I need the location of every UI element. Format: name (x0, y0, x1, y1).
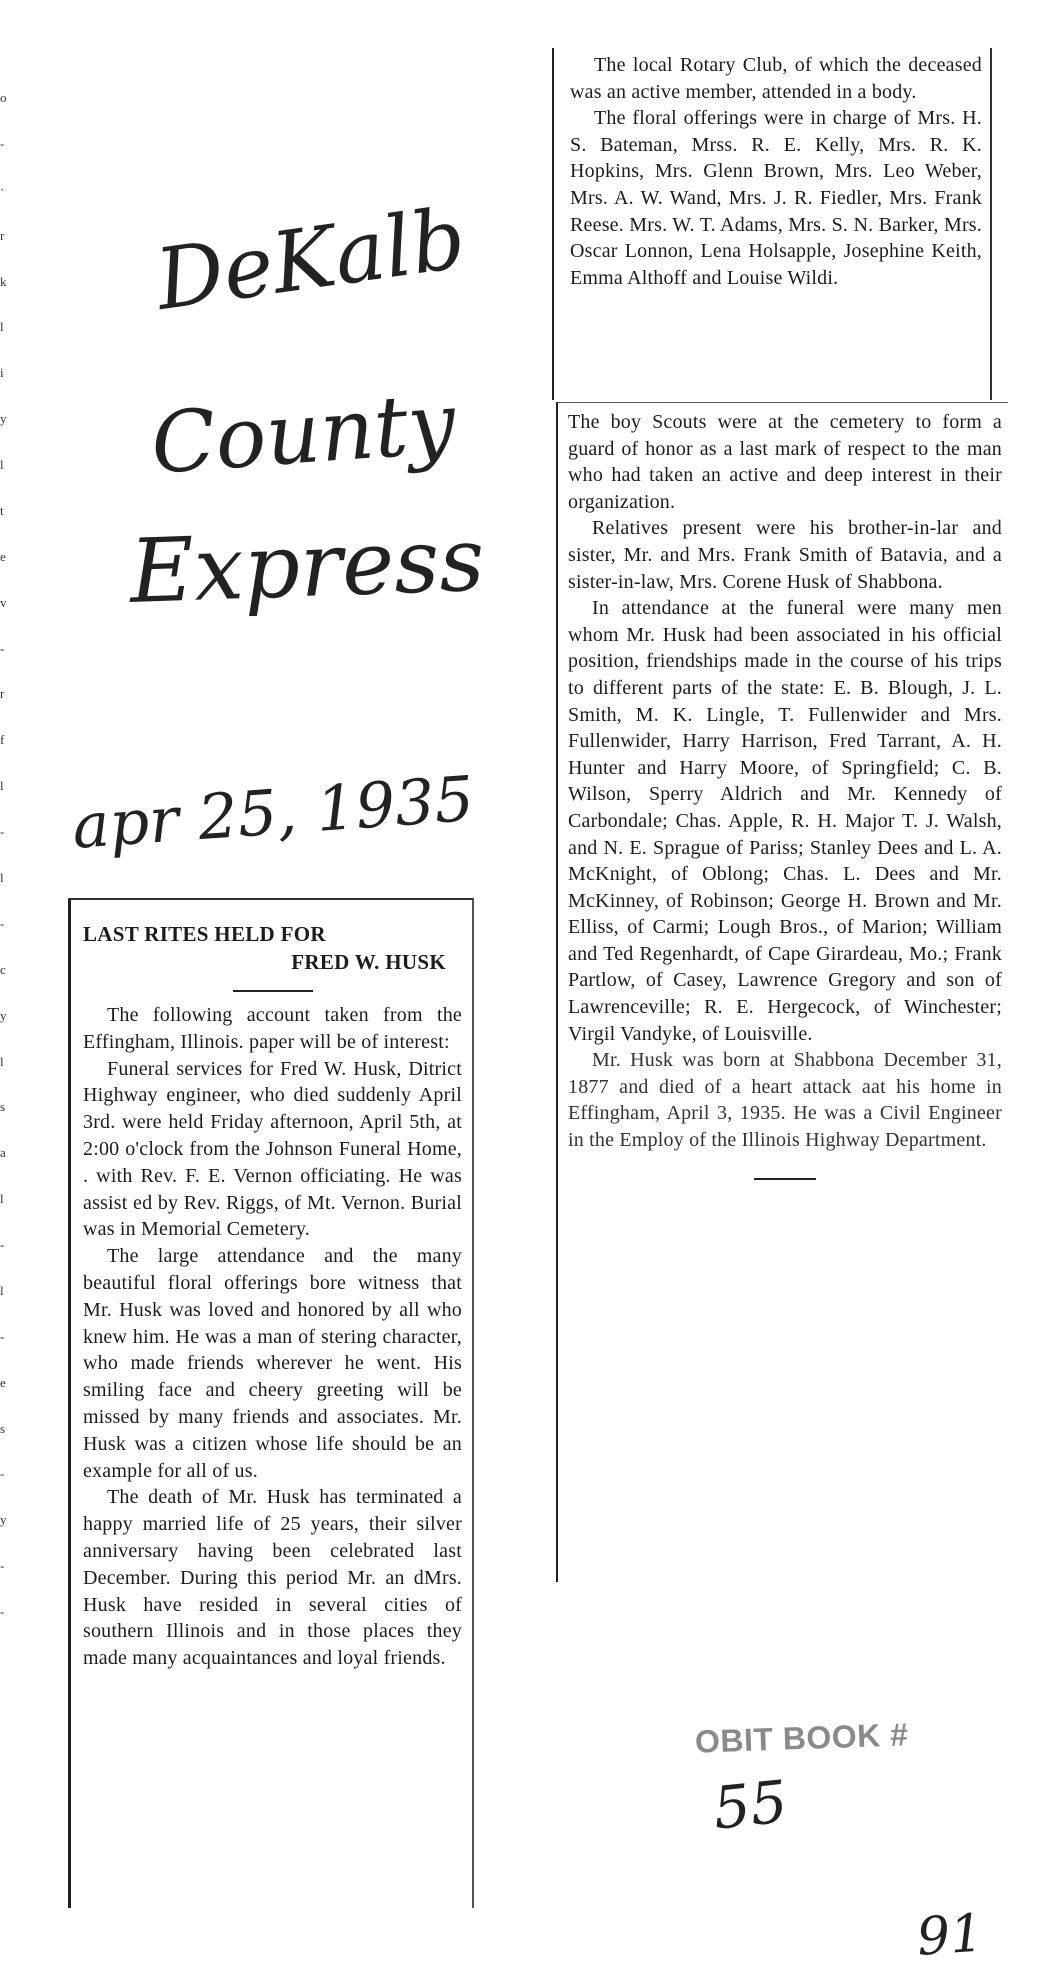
margin-fragment: · (0, 182, 5, 197)
paragraph: The boy Scouts were at the cemetery to form a guard of honor as a last mark of respect to the man who had taken an active and deep interest in their organization. (568, 411, 1002, 513)
handwritten-publication-line1: DeKalb (150, 188, 472, 330)
margin-fragment: e (0, 1375, 6, 1390)
margin-fragment: t (0, 503, 4, 518)
margin-fragment: l (0, 457, 4, 472)
margin-fragment: r (0, 228, 5, 243)
margin-fragment: o (0, 90, 7, 105)
paragraph: The death of Mr. Husk has terminated a happy married life of 25 years, their silver anniversary having been celebrated last December. During this period Mr. an dMrs. Husk have resided in several cities of southern Illinois and in those places they made many acquaintances and loyal friends. (83, 1486, 462, 1670)
headline-line2: FRED W. HUSK (291, 950, 446, 974)
left-margin-fragments (0, 90, 16, 1650)
margin-fragment: l (0, 778, 4, 793)
margin-fragment: y (0, 411, 7, 426)
paragraph: The floral offerings were in charge of Mrs. H. S. Bateman, Mrss. R. E. Kelly, Mrs. R. K. Hopkins, Mrs. Glenn Brown, Mrs. Leo Weber, Mrs. A. W. Wand, Mrs. J. R. Fiedler, Mrs. Frank Reese. Mrs. W. T. Adams, Mrs. S. N. Barker, Mrs. Oscar Lonnon, Lena Holsapple, Josephine Keith, Emma Althoff and Louise Wildi. (570, 107, 982, 289)
margin-fragment: y (0, 1512, 7, 1527)
headline-divider (233, 990, 313, 992)
margin-fragment: a (0, 1145, 6, 1160)
margin-fragment: - (0, 1237, 5, 1252)
paragraph: Relatives present were his brother-in-lar and sister, Mr. and Mrs. Frank Smith of Batavia, and a sister-in-law, Mrs. Corene Husk of Shabbona. (568, 517, 1002, 593)
margin-fragment: l (0, 1283, 4, 1298)
handwritten-book-number: 55 (710, 1767, 791, 1843)
margin-fragment: i (0, 365, 4, 380)
margin-fragment: v (0, 595, 7, 610)
closing-divider (754, 1178, 816, 1180)
margin-fragment: y (0, 1008, 7, 1023)
margin-fragment: c (0, 962, 6, 977)
article-column-right-bottom (556, 402, 1008, 1582)
margin-fragment: s (0, 1099, 6, 1114)
headline-line1: LAST RITES HELD FOR (83, 922, 326, 946)
paragraph: The following account taken from the Effingham, Illinois. paper will be of interest: (83, 1004, 462, 1053)
paragraph: Funeral services for Fred W. Husk, Ditrict Highway engineer, who died suddenly April 3rd. were held Friday afternoon, April 5th, at 2:00 o'clock from the Johnson Funeral Home, . with Rev. F. E. Vernon officiating. He was assist ed by Rev. Riggs, of Mt. Vernon. Burial was in Memorial Cemetery. (83, 1057, 462, 1241)
margin-fragment: r (0, 686, 5, 701)
margin-fragment: f (0, 732, 5, 747)
margin-fragment: l (0, 870, 4, 885)
paragraph: In attendance at the funeral were many men whom Mr. Husk had been associated in his official position, friendships made in the course of his trips to different parts of the state: E. B. Blough, J. L. Smith, M. K. Lingle, T. Fullenwider and Mrs. Fullenwider, Harry Harrison, Fred Tarrant, A. H. Hunter and Harry Moore, of Springfield; C. B. Wilson, Sperry Aldrich and Mr. Kennedy of Carbondale; Chas. Apple, R. H. Major T. J. Walsh, and N. E. Sprague of Pariss; Stanley Dees and L. A. McKnight, of Oblong; Chas. L. Dees and Mr. McKinney, of Robinson; George H. Brown and Mr. Elliss, of Carmi; Lough Bros., of Marion; William and Ted Regenhardt, of Cape Girardeau, Mo.; Frank Partlow, of Casey, Lawrence Gregory and son of Lawrenceville; R. E. Hergecock, of Winchester; Virgil Vandyke, of Louisville. (568, 597, 1002, 1045)
margin-fragment: l (0, 1054, 4, 1069)
margin-fragment: - (0, 1466, 5, 1481)
handwritten-publication-line2: County (148, 373, 459, 493)
article-column-right-top (552, 48, 992, 400)
margin-fragment: - (0, 916, 5, 931)
handwritten-page-number: 91 (915, 1903, 986, 1968)
margin-fragment: s (0, 1421, 6, 1436)
obit-book-stamp: OBIT BOOK # (694, 1716, 910, 1760)
margin-fragment: l (0, 319, 4, 334)
margin-fragment: - (0, 1329, 5, 1344)
margin-fragment: - (0, 136, 5, 151)
margin-fragment: - (0, 1558, 5, 1573)
margin-fragment: - (0, 1604, 5, 1619)
article-column-left (68, 898, 474, 1908)
margin-fragment: - (0, 641, 5, 656)
handwritten-date: apr 25, 1935 (70, 761, 477, 863)
margin-fragment: k (0, 274, 7, 289)
paragraph: The local Rotary Club, of which the deceased was an active member, attended in a body. (570, 54, 982, 103)
margin-fragment: - (0, 824, 5, 839)
paragraph: Mr. Husk was born at Shabbona December 31, 1877 and died of a heart attack aat his home in Effingham, April 3, 1935. He was a Civil Engineer in the Employ of the Illinois Highway Department. (568, 1049, 1002, 1152)
paragraph: The large attendance and the many beautiful floral offerings bore witness that Mr. Husk was loved and honored by all who knew him. He was a man of stering character, who made friends wherever he went. His smiling face and cheery greeting will be missed by many friends and associates. Mr. Husk was a citizen whose life should be an example for all of us. (83, 1245, 462, 1482)
article-headline (83, 920, 462, 976)
margin-fragment: e (0, 549, 6, 564)
handwritten-publication-line3: Express (128, 507, 487, 623)
margin-fragment: l (0, 1191, 4, 1206)
